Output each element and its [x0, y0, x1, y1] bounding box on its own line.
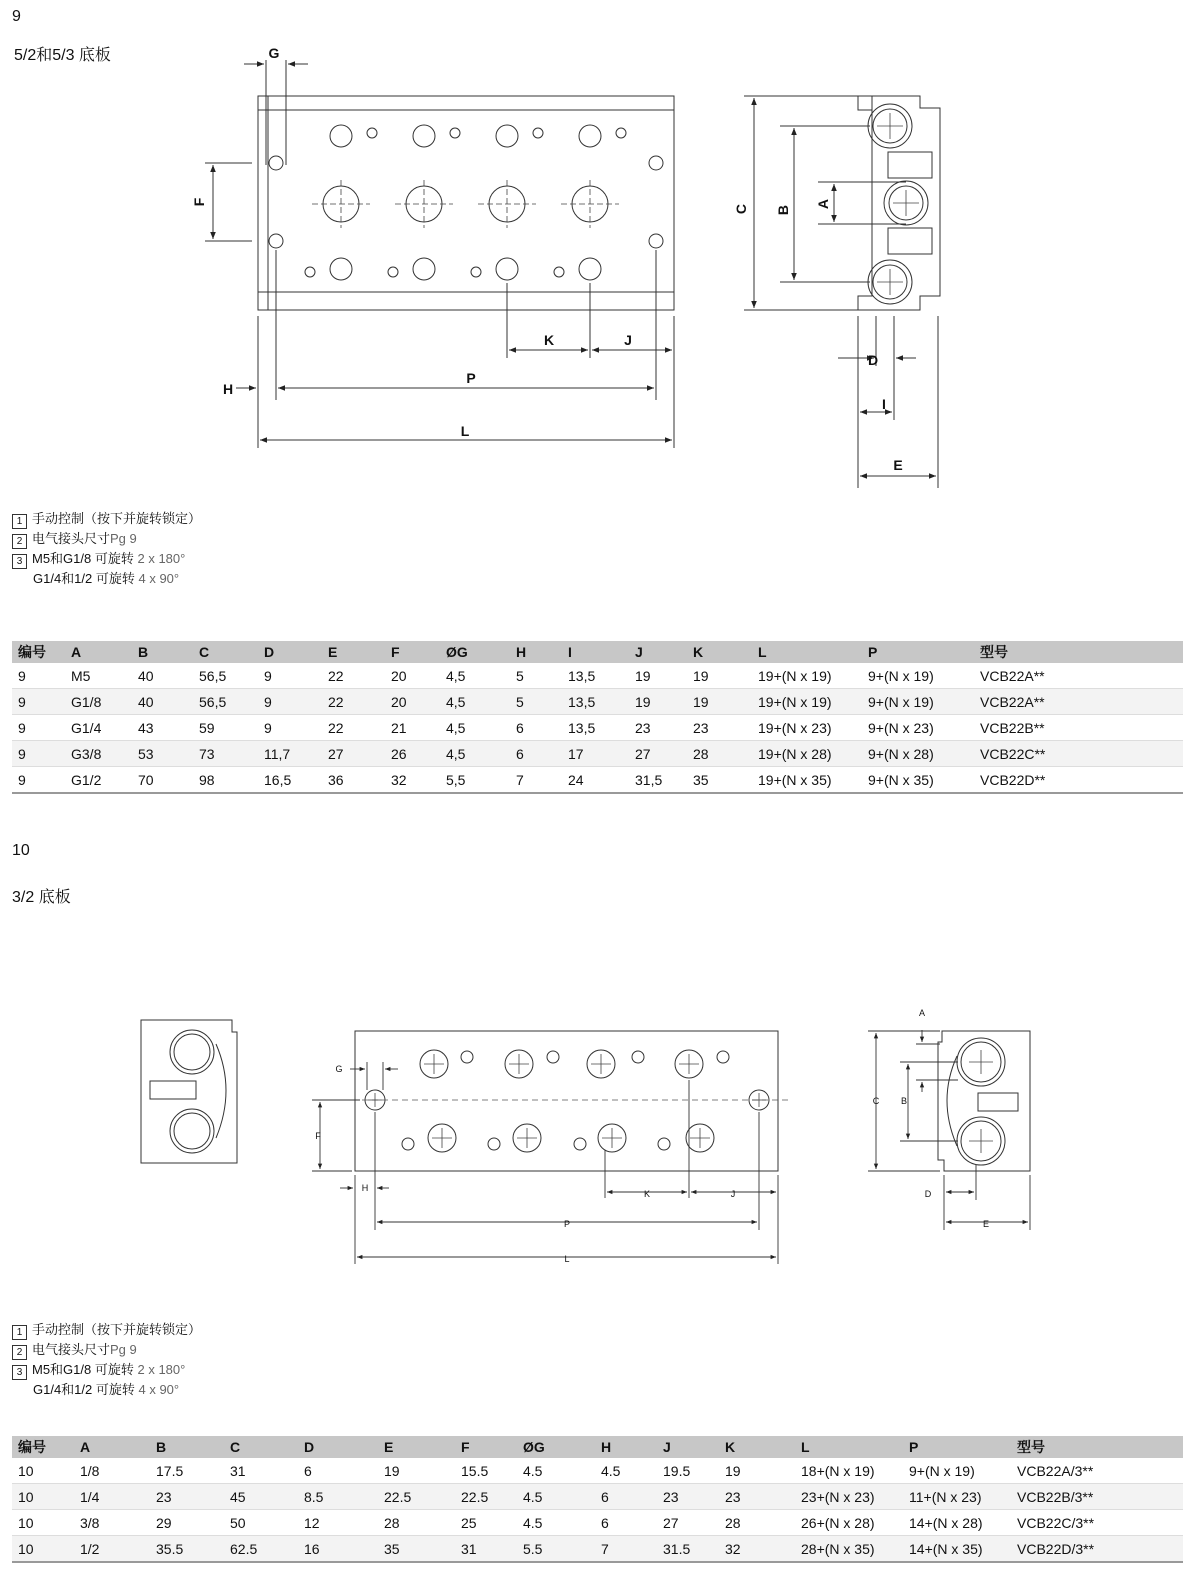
column-header: ØG — [517, 1436, 595, 1458]
column-header: C — [193, 641, 258, 663]
table-cell: 13,5 — [562, 715, 629, 741]
table-cell: 9 — [12, 689, 65, 715]
table-cell: 26 — [385, 741, 440, 767]
column-header: E — [378, 1436, 455, 1458]
table-cell: 31,5 — [629, 767, 687, 794]
table-cell: 10 — [12, 1536, 74, 1563]
table-cell: 19 — [629, 663, 687, 689]
table-cell: 4,5 — [440, 689, 510, 715]
dim-label-g-10: G — [335, 1064, 343, 1074]
section-10-spec-table — [12, 1436, 1183, 1563]
table-cell: 56,5 — [193, 663, 258, 689]
table-row — [12, 1536, 1183, 1563]
column-header: H — [510, 641, 562, 663]
table-cell: 4,5 — [440, 715, 510, 741]
table-cell: 12 — [298, 1510, 378, 1536]
table-cell: 19 — [378, 1458, 455, 1484]
table-cell: 9+(N x 19) — [862, 663, 974, 689]
table-cell: 22 — [322, 715, 385, 741]
table-cell: 23 — [629, 715, 687, 741]
column-header: B — [132, 641, 193, 663]
column-header: A — [74, 1436, 150, 1458]
column-header: F — [455, 1436, 517, 1458]
table-cell: 11,7 — [258, 741, 322, 767]
table-cell: 25 — [455, 1510, 517, 1536]
table-cell: 32 — [385, 767, 440, 794]
table-cell: 28 — [378, 1510, 455, 1536]
table-cell: 21 — [385, 715, 440, 741]
table-cell: 18+(N x 19) — [795, 1458, 903, 1484]
table-cell: G1/2 — [65, 767, 132, 794]
table-header-row — [12, 1436, 1183, 1458]
note-item: 3 M5和G1/8 可旋转 2 x 180° — [12, 1360, 201, 1380]
table-cell: 98 — [193, 767, 258, 794]
column-header: H — [595, 1436, 657, 1458]
table-cell: VCB22D/3** — [1011, 1536, 1183, 1563]
table-cell: 19 — [629, 689, 687, 715]
column-header: P — [903, 1436, 1011, 1458]
table-cell: 23 — [687, 715, 752, 741]
section-9-number: 9 — [12, 8, 21, 25]
table-cell: 19+(N x 28) — [752, 741, 862, 767]
table-row — [12, 1484, 1183, 1510]
table-cell: 20 — [385, 689, 440, 715]
table-cell: 9+(N x 19) — [903, 1458, 1011, 1484]
column-header: L — [795, 1436, 903, 1458]
table-cell: VCB22C** — [974, 741, 1183, 767]
table-cell: 9+(N x 35) — [862, 767, 974, 794]
column-header: L — [752, 641, 862, 663]
dim-label-e: E — [893, 457, 903, 473]
column-header: K — [719, 1436, 795, 1458]
table-cell: 70 — [132, 767, 193, 794]
table-cell: 31 — [224, 1458, 298, 1484]
dim-label-d: D — [867, 352, 879, 368]
table-cell: 19+(N x 19) — [752, 663, 862, 689]
section-10-notes — [12, 1320, 201, 1400]
table-cell: 19.5 — [657, 1458, 719, 1484]
table-cell: 5 — [510, 689, 562, 715]
dim-label-g: G — [268, 45, 280, 61]
table-cell: 4,5 — [440, 663, 510, 689]
table-cell: 7 — [510, 767, 562, 794]
table-cell: 8.5 — [298, 1484, 378, 1510]
table-cell: 29 — [150, 1510, 224, 1536]
table-cell: 9 — [12, 741, 65, 767]
table-cell: VCB22A/3** — [1011, 1458, 1183, 1484]
table-cell: 19 — [719, 1458, 795, 1484]
table-cell: 6 — [595, 1510, 657, 1536]
table-cell: 27 — [322, 741, 385, 767]
table-cell: 23 — [150, 1484, 224, 1510]
table-cell: 16,5 — [258, 767, 322, 794]
table-cell: 53 — [132, 741, 193, 767]
table-cell: 17.5 — [150, 1458, 224, 1484]
column-header: F — [385, 641, 440, 663]
table-header-row — [12, 641, 1183, 663]
table-cell: 6 — [298, 1458, 378, 1484]
section-9-notes — [12, 509, 201, 589]
dim-label-f: F — [191, 197, 207, 207]
table-cell: 23+(N x 23) — [795, 1484, 903, 1510]
column-header: J — [657, 1436, 719, 1458]
table-cell: 50 — [224, 1510, 298, 1536]
column-header: I — [562, 641, 629, 663]
column-header: C — [224, 1436, 298, 1458]
table-row — [12, 715, 1183, 741]
table-cell: 14+(N x 28) — [903, 1510, 1011, 1536]
table-cell: 73 — [193, 741, 258, 767]
table-cell: 26+(N x 28) — [795, 1510, 903, 1536]
dim-label-k-10: K — [643, 1189, 651, 1199]
dim-label-k: K — [543, 332, 555, 348]
table-cell: 40 — [132, 689, 193, 715]
section-10-number: 10 — [12, 842, 30, 859]
column-header: 型号 — [1011, 1436, 1183, 1458]
dim-label-f-10: F — [315, 1131, 321, 1141]
table-cell: VCB22A** — [974, 689, 1183, 715]
column-header: D — [258, 641, 322, 663]
dim-label-b: B — [775, 204, 791, 216]
table-cell: 56,5 — [193, 689, 258, 715]
dim-label-p-10: P — [563, 1219, 571, 1229]
dim-label-j-10: J — [730, 1189, 736, 1199]
column-header: B — [150, 1436, 224, 1458]
table-cell: 20 — [385, 663, 440, 689]
table-cell: 31 — [455, 1536, 517, 1563]
table-cell: 19+(N x 35) — [752, 767, 862, 794]
table-cell: 9+(N x 23) — [862, 715, 974, 741]
dim-label-a-10: A — [918, 1008, 926, 1018]
table-cell: 9 — [258, 663, 322, 689]
dim-label-h: H — [222, 381, 234, 397]
note-item: 3 M5和G1/8 可旋转 2 x 180° — [12, 549, 201, 569]
table-cell: 19+(N x 19) — [752, 689, 862, 715]
table-cell: VCB22D** — [974, 767, 1183, 794]
table-row — [12, 1458, 1183, 1484]
table-cell: 9+(N x 28) — [862, 741, 974, 767]
table-cell: 4,5 — [440, 741, 510, 767]
table-cell: 40 — [132, 663, 193, 689]
table-cell: 11+(N x 23) — [903, 1484, 1011, 1510]
table-row — [12, 741, 1183, 767]
table-cell: 1/4 — [74, 1484, 150, 1510]
table-cell: 22 — [322, 663, 385, 689]
column-header: 编号 — [12, 641, 65, 663]
table-row — [12, 1510, 1183, 1536]
table-cell: 6 — [510, 715, 562, 741]
table-cell: G1/8 — [65, 689, 132, 715]
dim-label-j: J — [624, 332, 632, 348]
table-row — [12, 689, 1183, 715]
table-cell: 17 — [562, 741, 629, 767]
table-cell: VCB22C/3** — [1011, 1510, 1183, 1536]
note-item: 1 手动控制（按下并旋转锁定） — [12, 509, 201, 529]
table-cell: 22 — [322, 689, 385, 715]
table-cell: 62.5 — [224, 1536, 298, 1563]
dim-label-h-10: H — [361, 1183, 369, 1193]
table-cell: 32 — [719, 1536, 795, 1563]
table-cell: 19 — [687, 689, 752, 715]
table-cell: G3/8 — [65, 741, 132, 767]
table-cell: 22.5 — [378, 1484, 455, 1510]
table-cell: 5.5 — [517, 1536, 595, 1563]
note-item-continued: G1/4和1/2 可旋转 4 x 90° — [33, 1382, 180, 1397]
table-cell: VCB22A** — [974, 663, 1183, 689]
table-cell: 9 — [258, 689, 322, 715]
dim-label-b-10: B — [900, 1096, 908, 1106]
note-item: 2 电气接头尺寸Pg 9 — [12, 529, 201, 549]
table-cell: 4.5 — [595, 1458, 657, 1484]
table-cell: 4.5 — [517, 1484, 595, 1510]
table-cell: 9+(N x 19) — [862, 689, 974, 715]
note-item-continued: G1/4和1/2 可旋转 4 x 90° — [33, 571, 180, 586]
table-cell: 23 — [719, 1484, 795, 1510]
table-cell: 35 — [687, 767, 752, 794]
dim-label-d-10: D — [924, 1189, 932, 1199]
table-cell: 7 — [595, 1536, 657, 1563]
section-10-drawing — [0, 1000, 1200, 1280]
table-cell: 4.5 — [517, 1510, 595, 1536]
table-cell: 19+(N x 23) — [752, 715, 862, 741]
section-9-drawing — [0, 0, 1200, 500]
note-item: 1 手动控制（按下并旋转锁定） — [12, 1320, 201, 1340]
table-cell: 28 — [719, 1510, 795, 1536]
dim-label-l: L — [460, 423, 470, 439]
dim-label-a: A — [815, 198, 831, 210]
table-cell: 3/8 — [74, 1510, 150, 1536]
table-cell: VCB22B** — [974, 715, 1183, 741]
table-cell: 28+(N x 35) — [795, 1536, 903, 1563]
table-cell: 1/8 — [74, 1458, 150, 1484]
table-cell: 5 — [510, 663, 562, 689]
table-cell: 24 — [562, 767, 629, 794]
table-cell: 35 — [378, 1536, 455, 1563]
table-cell: 16 — [298, 1536, 378, 1563]
table-cell: 36 — [322, 767, 385, 794]
table-cell: 27 — [629, 741, 687, 767]
table-cell: VCB22B/3** — [1011, 1484, 1183, 1510]
column-header: 编号 — [12, 1436, 74, 1458]
table-cell: 35.5 — [150, 1536, 224, 1563]
table-cell: 27 — [657, 1510, 719, 1536]
table-cell: 23 — [657, 1484, 719, 1510]
dim-label-c-10: C — [872, 1096, 880, 1106]
table-cell: 14+(N x 35) — [903, 1536, 1011, 1563]
dim-label-c: C — [733, 203, 749, 215]
table-cell: 15.5 — [455, 1458, 517, 1484]
table-cell: 19 — [687, 663, 752, 689]
table-cell: 13,5 — [562, 663, 629, 689]
table-cell: 10 — [12, 1484, 74, 1510]
plate-outline-9 — [258, 96, 674, 310]
table-cell: 10 — [12, 1458, 74, 1484]
table-cell: 6 — [595, 1484, 657, 1510]
table-cell: 43 — [132, 715, 193, 741]
column-header: J — [629, 641, 687, 663]
section-9-spec-table — [12, 641, 1183, 794]
column-header: 型号 — [974, 641, 1183, 663]
table-cell: G1/4 — [65, 715, 132, 741]
column-header: A — [65, 641, 132, 663]
table-cell: 5,5 — [440, 767, 510, 794]
table-row — [12, 767, 1183, 794]
dim-label-l-10: L — [564, 1254, 570, 1264]
table-cell: 10 — [12, 1510, 74, 1536]
table-cell: 31.5 — [657, 1536, 719, 1563]
table-cell: 6 — [510, 741, 562, 767]
column-header: K — [687, 641, 752, 663]
table-cell: 9 — [12, 715, 65, 741]
table-cell: 45 — [224, 1484, 298, 1510]
column-header: E — [322, 641, 385, 663]
table-cell: 1/2 — [74, 1536, 150, 1563]
column-header: ØG — [440, 641, 510, 663]
column-header: D — [298, 1436, 378, 1458]
table-cell: 9 — [12, 663, 65, 689]
section-10-title: 3/2 底板 — [12, 889, 71, 906]
section-9-title: 5/2和5/3 底板 — [14, 47, 111, 64]
dim-label-e-10: E — [982, 1219, 990, 1229]
table-cell: 28 — [687, 741, 752, 767]
table-cell: 22.5 — [455, 1484, 517, 1510]
table-cell: M5 — [65, 663, 132, 689]
table-cell: 4.5 — [517, 1458, 595, 1484]
dim-label-i: I — [882, 396, 886, 412]
dim-label-p: P — [466, 370, 476, 386]
table-cell: 9 — [258, 715, 322, 741]
table-cell: 59 — [193, 715, 258, 741]
column-header: P — [862, 641, 974, 663]
table-row — [12, 663, 1183, 689]
note-item: 2 电气接头尺寸Pg 9 — [12, 1340, 201, 1360]
table-cell: 9 — [12, 767, 65, 794]
table-cell: 13,5 — [562, 689, 629, 715]
